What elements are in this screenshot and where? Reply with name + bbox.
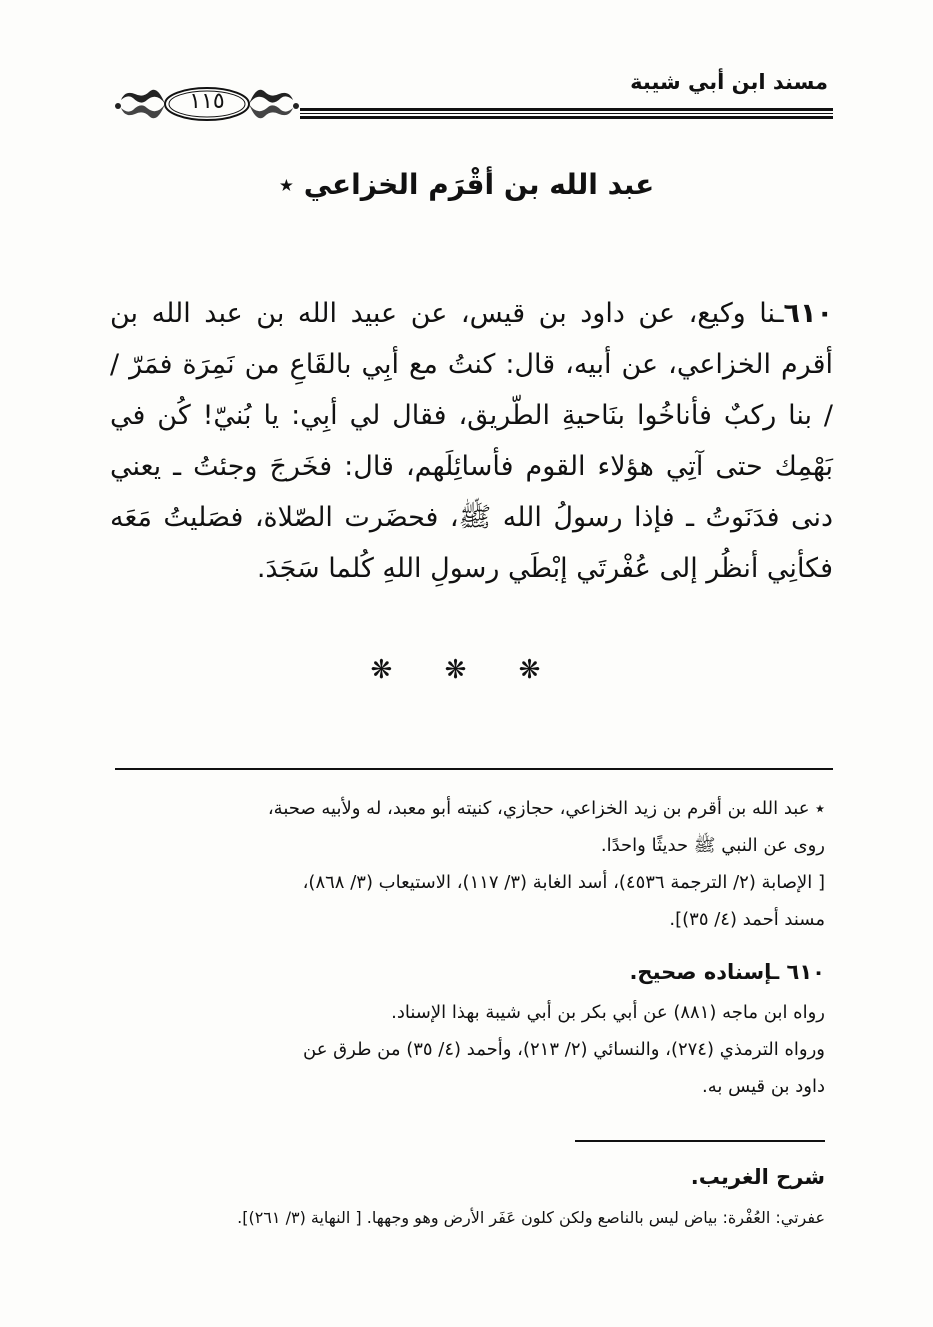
- footnote-line: روى عن النبي ﷺ حديثًا واحدًا.: [600, 835, 825, 856]
- gharib-heading: شرح الغريب.: [690, 1165, 825, 1189]
- gharib-divider: [575, 1140, 825, 1142]
- footnote-line: مسند أحمد (٤/ ٣٥)].: [669, 909, 825, 930]
- footnote-line: [ الإصابة (٢/ الترجمة ٤٥٣٦)، أسد الغابة (٣/ ١١٧)، الاستيعاب (٣/ ٨٦٨)،: [302, 872, 825, 893]
- header-rule: [300, 108, 833, 120]
- footnote-line: داود بن قيس به.: [702, 1076, 825, 1097]
- hadith-text-block: [110, 288, 833, 594]
- page-number: ١١٥: [189, 89, 225, 114]
- running-header-title: مسند ابن أبي شيبة: [630, 70, 828, 94]
- hadith-text: ـنا وكيع، عن داود بن قيس، عن عبيد الله بن عبد الله بن أقرم الخزاعي، عن أبيه، قال: كنتُ مع أبِي بالقَاعِ من نَمِرَة فمَرّ / / بنا ركبٌ فأناخُوا بنَاحيةِ الطّريق، فقال لي أبِي: يا بُنيّ! كُن في بَهْمِك حتى آتِي هؤلاء القوم فأسائِلَهم، قال: فخَرجَ وجئتُ ـ يعني دنى فدَنَوتُ ـ فإذا رسولُ الله ﷺ، فحضَرت الصّلاة، فصَليتُ مَعَه فكأنِي أنظُر إلى عُفْرتَي إبْطَي رسولِ اللهِ كُلما سَجَدَ.: [110, 298, 833, 584]
- isnad-footnote: [112, 994, 825, 1105]
- isnad-heading: ٦١٠ ـإسناده صحيح.: [629, 960, 825, 984]
- footnote-divider: [115, 768, 833, 770]
- footnote-line: رواه ابن ماجه (٨٨١) عن أبي بكر بن أبي شيبة بهذا الإسناد.: [391, 1002, 825, 1023]
- chapter-title: عبد الله بن أقْرَم الخزاعي ٭: [278, 168, 655, 201]
- footnote-line: ٭ عبد الله بن أقرم بن زيد الخزاعي، حجازي، كنيته أبو معبد، له ولأبيه صحبة،: [267, 798, 825, 819]
- gharib-text: عفرتي: العُفْرة: بياض ليس بالناصع ولكن كلون عَفَر الأرض وهو وجهها. [ النهاية (٣/ ٢٦١)].: [237, 1208, 825, 1227]
- biography-footnote: [112, 790, 825, 938]
- section-separator: ❋ ❋ ❋: [370, 655, 563, 685]
- hadith-number: ٦١٠: [783, 298, 833, 329]
- footnote-line: ورواه الترمذي (٢٧٤)، والنسائي (٢/ ٢١٣)، وأحمد (٤/ ٣٥) من طرق عن: [303, 1039, 825, 1060]
